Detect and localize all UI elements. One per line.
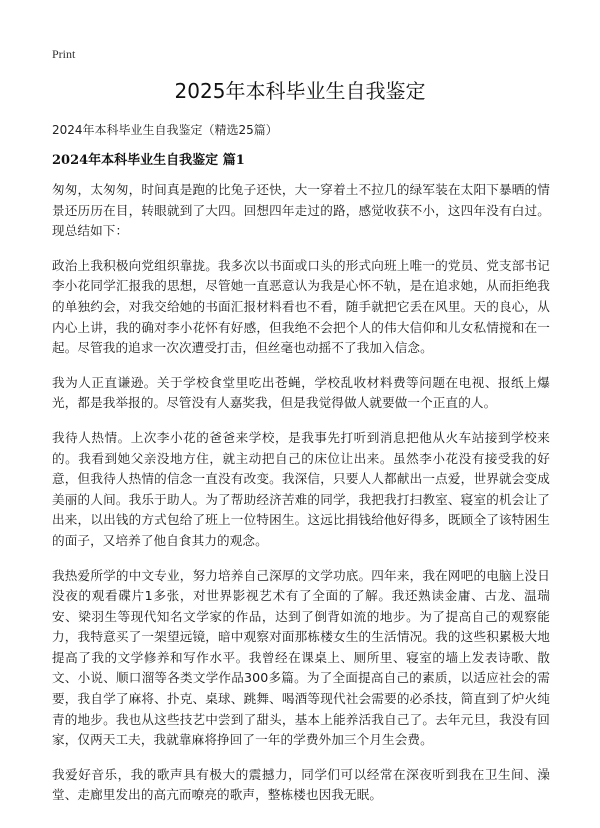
page-title: 2025年本科毕业生自我鉴定 bbox=[174, 79, 426, 103]
document-body bbox=[52, 180, 550, 820]
paragraph-major: 我热爱所学的中文专业，努力培养自己深厚的文学功底。四年来，我在网吧的电脑上没日没夜的观看碟片1多张，对世界影视艺术有了全面的了解。我还熟读金庸、古龙、温瑞安、梁羽生等现代知名文学家的作品，达到了倒背如流的地步。为了提高自己的观察能力，我特意买了一架望远镜，暗中观察对面那栋楼女生的生活情况。我的这些积累极大地提高了我的文学修养和写作水平。我曾经在课桌上、厕所里、寝室的墙上发表诗歌、散文、小说、顺口溜等各类文学作品300多篇。为了全面提高自己的素质，以适应社会的需要，我自学了麻将、扑克、桌球、跳舞、喝酒等现代社会需要的必杀技，简直到了炉火纯青的地步。我也从这些技艺中尝到了甜头，基本上能养活我自己了。去年元旦，我没有回家，仅两天工夫，我就靠麻将挣回了一年的学费外加三个月生会费。 bbox=[52, 567, 550, 748]
paragraph-warmth: 我待人热情。上次李小花的爸爸来学校，是我事先打听到消息把他从火车站接到学校来的。我看到她父亲没地方住，就主动把自己的床位让出来。虽然李小花没有接受我的好意，但我待人热情的信念一直没有改变。我深信，只要人人都献出一点爱，世界就会变成美丽的人间。我乐于助人。为了帮助经济苦难的同学，我把我打扫教室、寝室的机会让了出来，以出钱的方式包给了班上一位特困生。这远比捐钱给他好得多，既顾全了该特困生的面子，又培养了他自食其力的观念。 bbox=[52, 429, 550, 548]
print-link[interactable]: Print bbox=[52, 47, 76, 61]
section-heading: 2024年本科毕业生自我鉴定 篇1 bbox=[52, 153, 245, 168]
document-subtitle: 2024年本科毕业生自我鉴定（精选25篇） bbox=[52, 123, 278, 137]
paragraph-music: 我爱好音乐，我的歌声具有极大的震撼力，同学们可以经常在深夜听到我在卫生间、澡堂、走廊里发出的高亢而嘹亮的歌声，整栋楼也因我无眠。 bbox=[52, 766, 550, 803]
paragraph-intro: 匆匆，太匆匆，时间真是跑的比兔子还快，大一穿着土不拉几的绿军装在太阳下暴晒的情景还历历在目，转眼就到了大四。回想四年走过的路，感觉收获不小，这四年没有白过。现总结如下： bbox=[52, 182, 550, 239]
paragraph-integrity: 我为人正直谦逊。关于学校食堂里吃出苍蝇，学校乱收材料费等问题在电视、报纸上爆光，都是我举报的。尽管没有人嘉奖我，但是我觉得做人就要做一个正直的人。 bbox=[52, 374, 550, 411]
paragraph-politics: 政治上我积极向党组织靠拢。我多次以书面或口头的形式向班上唯一的党员、党支部书记李小花同学汇报我的思想，尽管她一直恶意认为我是心怀不轨，是在追求她，从而拒绝我的单独约会，对我交给她的书面汇报材料看也不看，随手就把它丢在风里。天的良心，从内心上讲，我的确对李小花怀有好感，但我绝不会把个人的伟大信仰和儿女私情搅和在一起。尽管我的追求一次次遭受打击，但丝毫也动摇不了我加入信念。 bbox=[52, 257, 550, 356]
